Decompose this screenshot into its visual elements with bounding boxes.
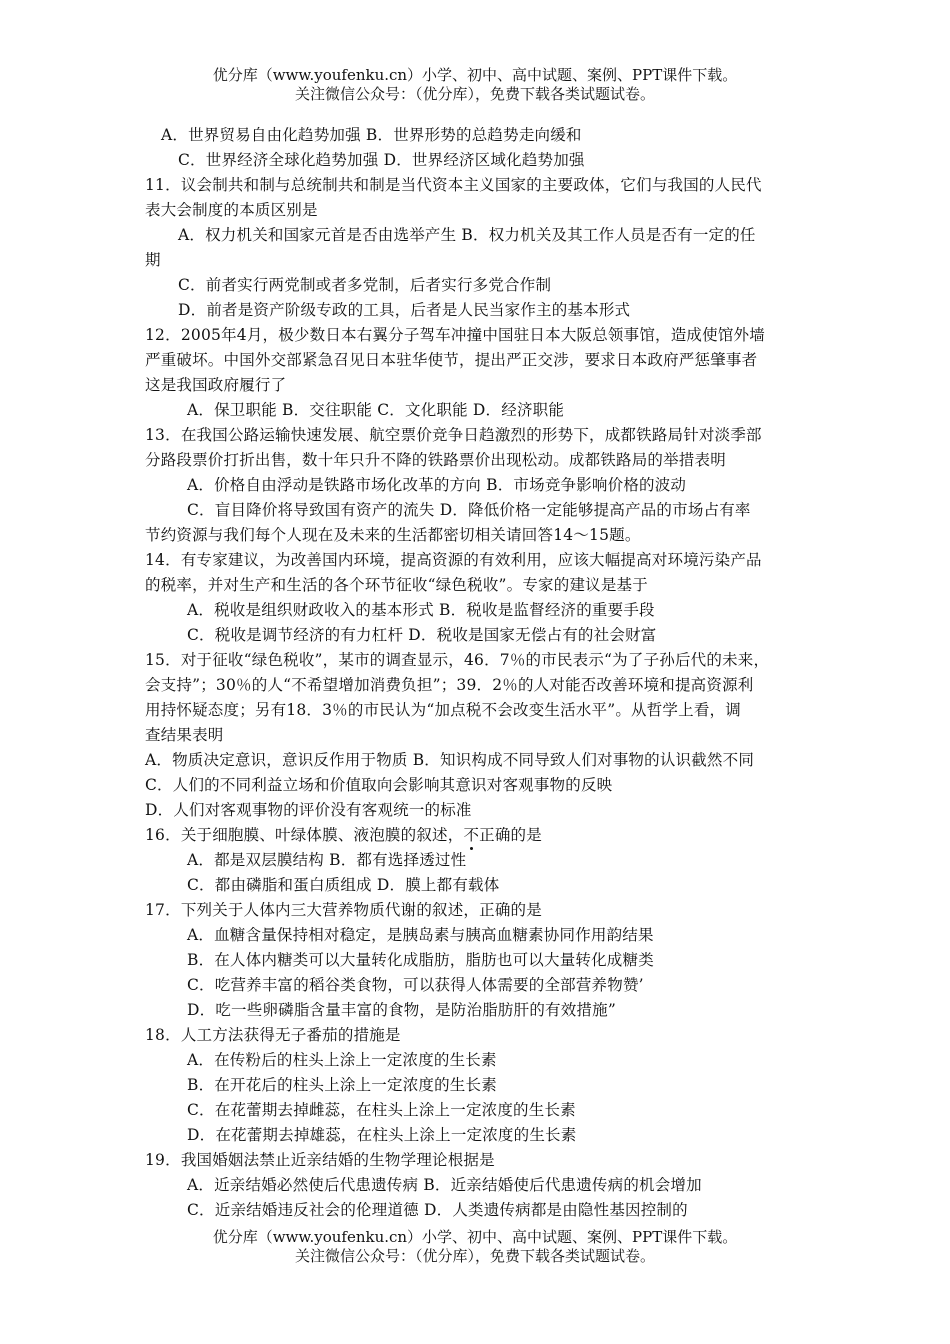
header-line-2: 关注微信公众号：（优分库），免费下载各类试题试卷。 [294,85,655,103]
q10-option-cd: C．世界经济全球化趋势加强 D．世界经济区域化趋势加强 [178,151,585,169]
footer-line-2: 关注微信公众号：（优分库），免费下载各类试题试卷。 [294,1247,655,1265]
q14-option-cd: C．税收是调节经济的有力杠杆 D．税收是国家无偿占有的社会财富 [187,626,657,644]
q19-option-ab: A．近亲结婚必然使后代患遗传病 B．近亲结婚使后代患遗传病的机会增加 [187,1176,702,1194]
q13-stem-2: 分路段票价打折出售，数十年只升不降的铁路票价出现松动。成都铁路局的举措表明 [145,451,726,469]
q18-option-d: D．在花蕾期去掉雄蕊，在柱头上涂上一定浓度的生长素 [187,1126,577,1144]
q13-option-cd: C．盲目降价将导致国有资产的流失 D．降低价格一定能够提高产品的市场占有率 [187,501,751,519]
q16-stem: 16．关于细胞膜、叶绿体膜、液泡膜的叙述，不正确的是 [145,826,542,844]
q11-option-ab: A．权力机关和国家元首是否由选举产生 B．权力机关及其工作人员是否有一定的任 [178,226,756,244]
q18-option-a: A．在传粉后的柱头上涂上一定浓度的生长素 [187,1051,497,1069]
q17-stem: 17．下列关于人体内三大营养物质代谢的叙述，正确的是 [145,901,542,919]
q14-15-lead-in: 节约资源与我们每个人现在及未来的生活都密切相关请回答14～15题。 [145,526,641,544]
footer-line-1: 优分库（www.youfenku.cn）小学、初中、高中试题、案例、PPT课件下载。 [212,1228,738,1246]
page-footer [0,1228,950,1266]
q11-option-d: D．前者是资产阶级专政的工具，后者是人民当家作主的基本形式 [178,301,631,319]
q11-stem-2: 表大会制度的本质区别是 [145,201,318,219]
q19-option-cd: C．近亲结婚违反社会的伦理道德 D．人类遗传病都是由隐性基因控制的 [187,1201,688,1219]
q12-stem-3: 这是我国政府履行了 [145,376,287,394]
q10-option-ab: A．世界贸易自由化趋势加强 B．世界形势的总趋势走向缓和 [161,126,582,144]
q17-option-b: B．在人体内糖类可以大量转化成脂肪，脂肪也可以大量转化成糖类 [187,951,654,969]
q14-stem-2: 的税率，并对生产和生活的各个环节征收“绿色税收”。专家的建议是基于 [145,576,648,594]
q11-option-c: C．前者实行两党制或者多党制，后者实行多党合作制 [178,276,552,294]
q17-option-d: D．吃一些卵磷脂含量丰富的食物，是防治脂肪肝的有效措施” [187,1001,616,1019]
q15-stem-1: 15．对于征收“绿色税收”，某市的调查显示，46．7％的市民表示“为了子孙后代的未来， [145,651,770,669]
q15-stem-4: 查结果表明 [145,726,224,744]
q11-stem-1: 11．议会制共和制与总统制共和制是当代资本主义国家的主要政体，它们与我国的人民代 [145,176,762,194]
q17-option-c: C．吃营养丰富的稻谷类食物，可以获得人体需要的全部营养物赞’ [187,976,644,994]
q12-stem-2: 严重破坏。中国外交部紧急召见日本驻华使节，提出严正交涉，要求日本政府严惩肇事者 [145,351,758,369]
q15-option-c: C．人们的不同利益立场和价值取向会影响其意识对客观事物的反映 [145,776,613,794]
q15-option-ab: A．物质决定意识，意识反作用于物质 B．知识构成不同导致人们对事物的认识截然不同 [145,751,755,769]
page-header [0,66,950,104]
q18-option-c: C．在花蕾期去掉雌蕊，在柱头上涂上一定浓度的生长素 [187,1101,576,1119]
q16-option-ab: A．都是双层膜结构 B．都有选择透过性 [187,851,467,869]
q14-option-ab: A．税收是组织财政收入的基本形式 B．税收是监督经济的重要手段 [187,601,655,619]
q17-option-a: A．血糖含量保持相对稳定，是胰岛素与胰高血糖素协同作用韵结果 [187,926,654,944]
q16-option-cd: C．都由磷脂和蛋白质组成 D．膜上都有载体 [187,876,500,894]
q18-option-b: B．在开花后的柱头上涂上一定浓度的生长素 [187,1076,497,1094]
q13-stem-1: 13．在我国公路运输快速发展、航空票价竞争日趋激烈的形势下，成都铁路局针对淡季部 [145,426,762,444]
emphasis-dot-char: 不 [463,826,480,844]
header-line-1: 优分库（www.youfenku.cn）小学、初中、高中试题、案例、PPT课件下载。 [212,66,738,84]
q15-option-d: D．人们对客观事物的评价没有客观统一的标准 [145,801,472,819]
q12-options: A．保卫职能 B．交往职能 C．文化职能 D．经济职能 [187,401,565,419]
q15-stem-3: 用持怀疑态度；另有18．3％的市民认为“加点税不会改变生活水平”。从哲学上看，调 [145,701,741,719]
q11-option-ab-cont: 期 [145,251,161,269]
q15-stem-2: 会支持”；30％的人“不希望增加消费负担”；39．2％的人对能否改善环境和提高资源利 [145,676,754,694]
q19-stem: 19．我国婚姻法禁止近亲结婚的生物学理论根据是 [145,1151,495,1169]
q14-stem-1: 14．有专家建议，为改善国内环境，提高资源的有效利用，应该大幅提高对环境污染产品 [145,551,762,569]
q13-option-ab: A．价格自由浮动是铁路市场化改革的方向 B．市场竞争影响价格的波动 [187,476,687,494]
q12-stem-1: 12．2005年4月，极少数日本右翼分子驾车冲撞中国驻日本大阪总领事馆，造成使馆外墙 [145,326,765,344]
q18-stem: 18．人工方法获得无子番茄的措施是 [145,1026,401,1044]
